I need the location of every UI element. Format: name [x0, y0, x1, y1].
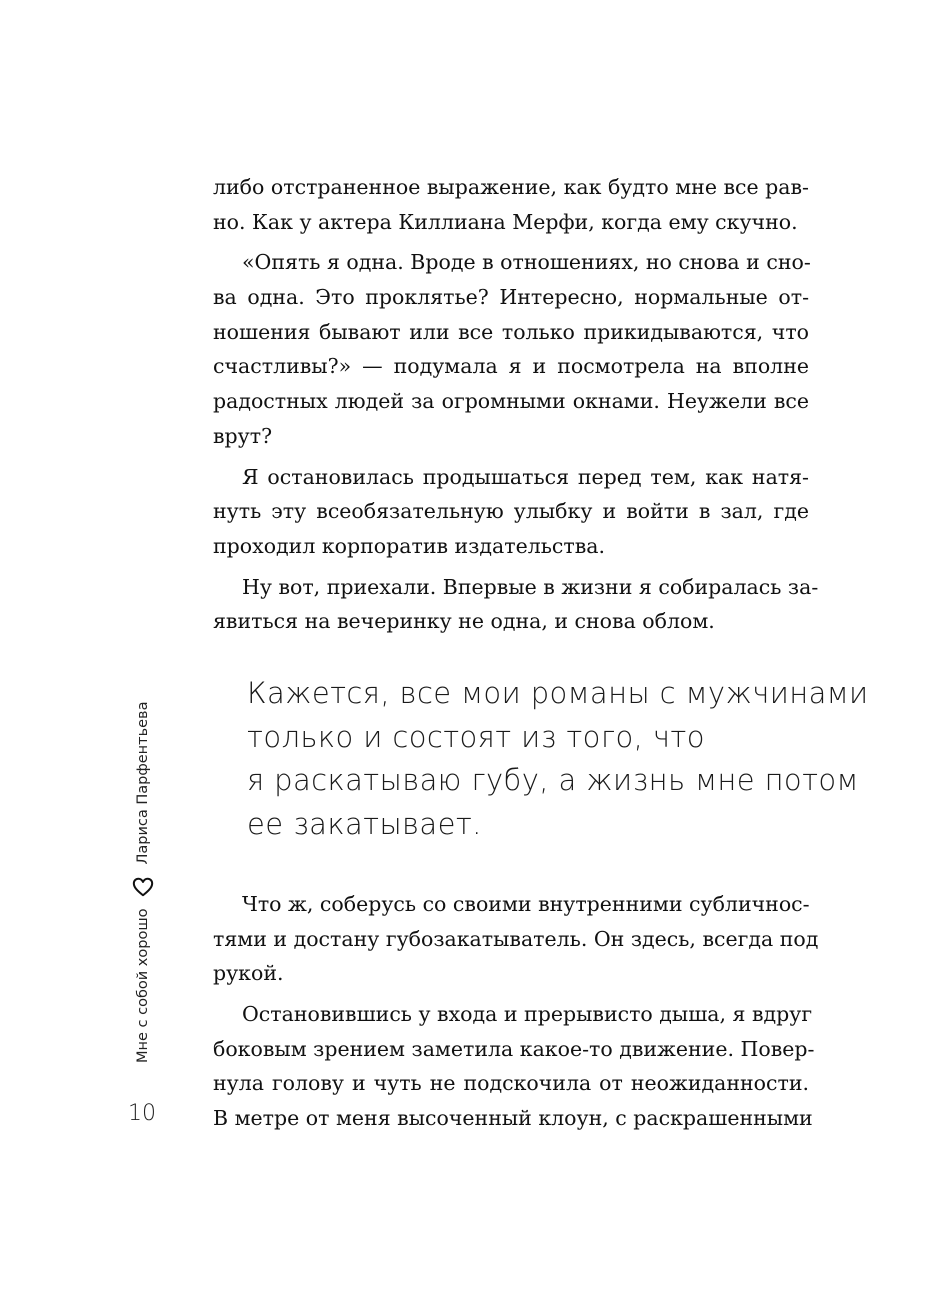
text-line: нула голову и чуть не подскочила от неожиданности.: [213, 1071, 809, 1096]
text-line: рукой.: [213, 961, 284, 986]
text-line: радостных людей за огромными окнами. Неужели все: [213, 389, 809, 414]
text-line: явиться на вечеринку не одна, и снова облом.: [213, 609, 715, 634]
text-line: ношения бывают или все только прикидываются, что: [213, 319, 809, 344]
book-title: Мне с собой хорошо: [135, 908, 151, 1063]
quote-line: ее закатывает.: [247, 806, 482, 841]
text-line: Я остановилась продышаться перед тем, как натя-: [242, 464, 809, 489]
pull-quote: [247, 672, 869, 846]
text-line: но. Как у актера Киллиана Мерфи, когда ему скучно.: [213, 209, 798, 234]
text-line: Ну вот, приехали. Впервые в жизни я собиралась за-: [242, 574, 819, 599]
quote-line: я раскатываю губу, а жизнь мне потом: [247, 763, 859, 797]
quote-line: Кажется, все мои романы с мужчинами: [247, 676, 869, 710]
text-line: проходил корпоратив издательства.: [213, 533, 605, 558]
text-block-top: [213, 170, 819, 639]
text-line: Что ж, соберусь со своими внутренними субличнос-: [242, 892, 810, 916]
text-line: ва одна. Это проклятье? Интересно, нормальные от-: [213, 285, 809, 310]
heart-outline-icon: [132, 876, 154, 898]
page-number: 10: [128, 1101, 156, 1126]
text-line: нуть эту всеобязательную улыбку и войти в зал, где: [213, 499, 809, 524]
text-line: «Опять я одна. Вроде в отношениях, но снова и сно-: [242, 250, 811, 275]
text-block-bottom: [213, 887, 819, 1136]
author-name: Лариса Парфентьева: [135, 701, 151, 865]
text-line: В метре от меня высоченный клоун, с раскрашенными: [213, 1106, 813, 1131]
text-line: счастливы?» — подумала я и посмотрела на вполне: [213, 354, 809, 379]
text-line: тями и достану губозакатыватель. Он здесь, всегда под: [213, 926, 819, 951]
running-header: [131, 702, 155, 1064]
text-line: Остановившись у входа и прерывисто дыша, я вдруг: [242, 1002, 813, 1027]
quote-line: только и состоят из того, что: [247, 719, 705, 754]
text-line: врут?: [213, 423, 273, 448]
text-line: боковым зрением заметила какое-то движение. Повер-: [213, 1036, 815, 1061]
text-line: либо отстраненное выражение, как будто мне все рав-: [213, 175, 809, 199]
